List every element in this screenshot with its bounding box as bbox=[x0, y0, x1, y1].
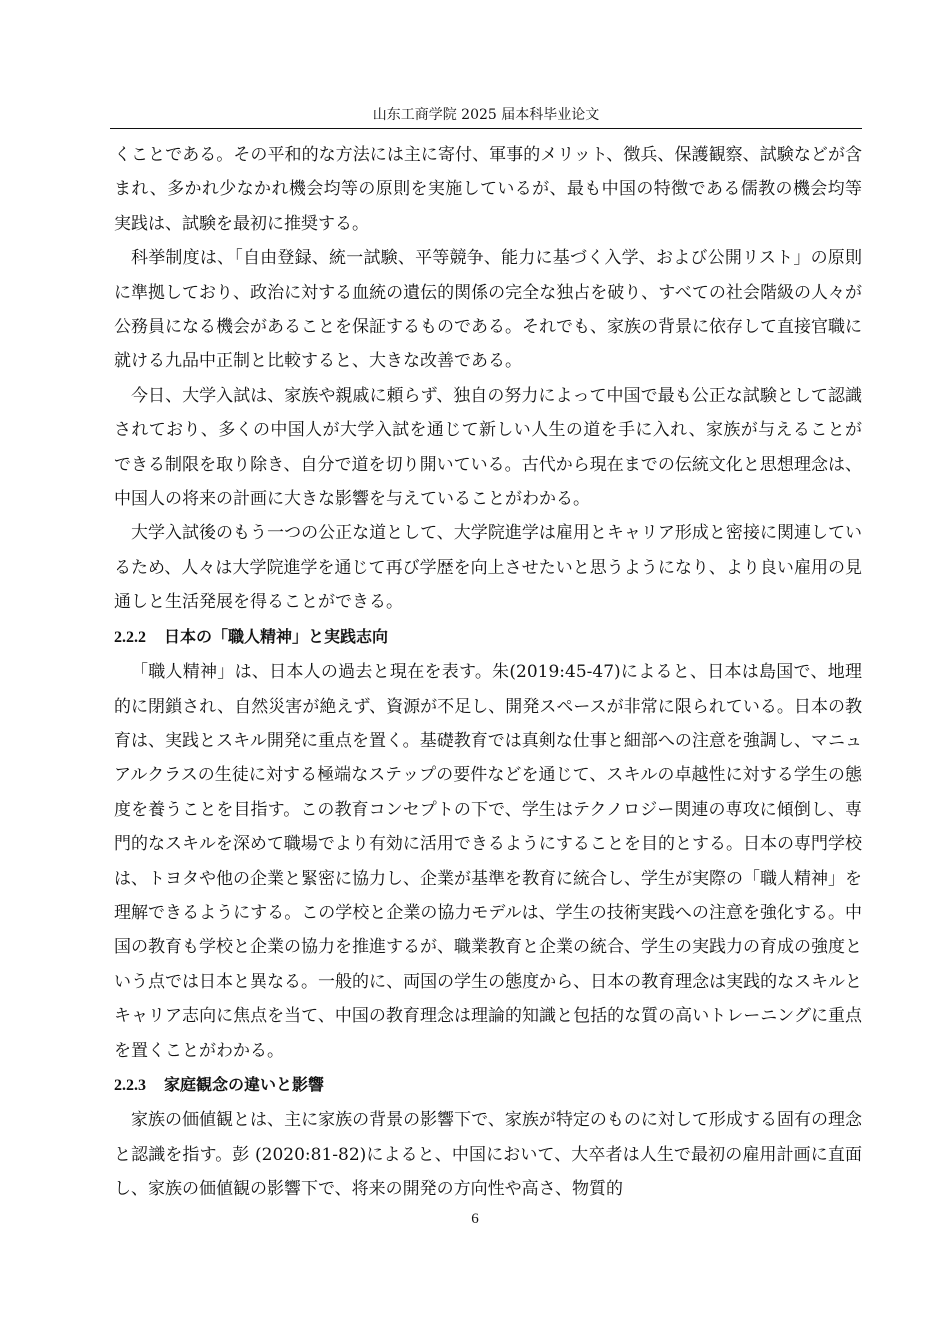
paragraph-craftsman-spirit: 「職人精神」は、日本人の過去と現在を表す。朱(2019:45-47)によると、日本は島国で、地理的に閉鎖され、自然災害が絶えず、資源が不足し、開発スペースが非常に限られている。日本の教育は、実践とスキル開発に重点を置く。基礎教育では真剣な仕事と細部への注意を強調し、マニュアルクラスの生徒に対する極端なステップの要件などを通じて、スキルの卓越性に対する学生の態度を養うことを目指す。この教育コンセプトの下で、学生はテクノロジー関連の専攻に傾倒し、専門的なスキルを深めて職場でより有効に活用できるようにすることを目的とする。日本の専門学校は、トヨタや他の企業と緊密に協力し、企業が基準を教育に統合し、学生が実際の「職人精神」を理解できるようにする。この学校と企業の協力モデルは、学生の技術実践への注意を強化する。中国の教育も学校と企業の協力を推進するが、職業教育と企業の統合、学生の実践力の育成の強度という点では日本と異なる。一般的に、両国の学生の態度から、日本の教育理念は実践的なスキルとキャリア志向に焦点を当て、中国の教育理念は理論的知識と包括的な質の高いトレーニングに重点を置くことがわかる。 bbox=[114, 662, 862, 1061]
section-number: 2.2.2 bbox=[114, 628, 146, 646]
paragraph-keju: 科挙制度は、「自由登録、統一試験、平等競争、能力に基づく入学、および公開リスト」の原則に準拠しており、政治に対する血統の遺伝的関係の完全な独占を破り、すべての社会階級の人々が公務員になる機会があることを保証するものである。それでも、家族の背景に依存して直接官職に就ける九品中正制と比較すると、大きな改善である。 bbox=[114, 248, 862, 372]
section-heading-2-2-3 bbox=[114, 1068, 862, 1103]
page-number: 6 bbox=[471, 1211, 479, 1227]
running-header: 山东工商学院 2025 届本科毕业论文 bbox=[372, 107, 600, 123]
section-title: 日本の「職人精神」と実践志向 bbox=[164, 626, 389, 646]
header-rule bbox=[110, 128, 862, 129]
section-title: 家庭観念の違いと影響 bbox=[164, 1074, 325, 1094]
body-text bbox=[114, 138, 862, 1207]
section-number: 2.2.3 bbox=[114, 1076, 146, 1094]
section-heading-2-2-2 bbox=[114, 620, 862, 655]
paragraph-continued: くことである。その平和的な方法には主に寄付、軍事的メリット、徴兵、保護観察、試験などが含まれ、多かれ少なかれ機会均等の原則を実施しているが、最も中国の特徴である儒教の機会均等実践は、試験を最初に推奨する。 bbox=[114, 145, 862, 234]
paragraph-graduate-school: 大学入試後のもう一つの公正な道として、大学院進学は雇用とキャリア形成と密接に関連しているため、人々は大学院進学を通じて再び学歴を向上させたいと思うようになり、より良い雇用の見通しと生活発展を得ることができる。 bbox=[114, 523, 862, 613]
paragraph-gaokao: 今日、大学入試は、家族や親戚に頼らず、独自の努力によって中国で最も公正な試験として認識されており、多くの中国人が大学入試を通じて新しい人生の道を手に入れ、家族が与えることができる制限を取り除き、自分で道を切り開いている。古代から現在までの伝統文化と思想理念は、中国人の将来の計画に大きな影響を与えていることがわかる。 bbox=[114, 385, 862, 510]
paragraph-family-values: 家族の価値観とは、主に家族の背景の影響下で、家族が特定のものに対して形成する固有の理念と認識を指す。彭 (2020:81-82)によると、中国において、大卒者は人生で最初の雇用計画に直面し、家族の価値観の影響下で、将来の開発の方向性や高さ、物質的 bbox=[114, 1110, 862, 1200]
